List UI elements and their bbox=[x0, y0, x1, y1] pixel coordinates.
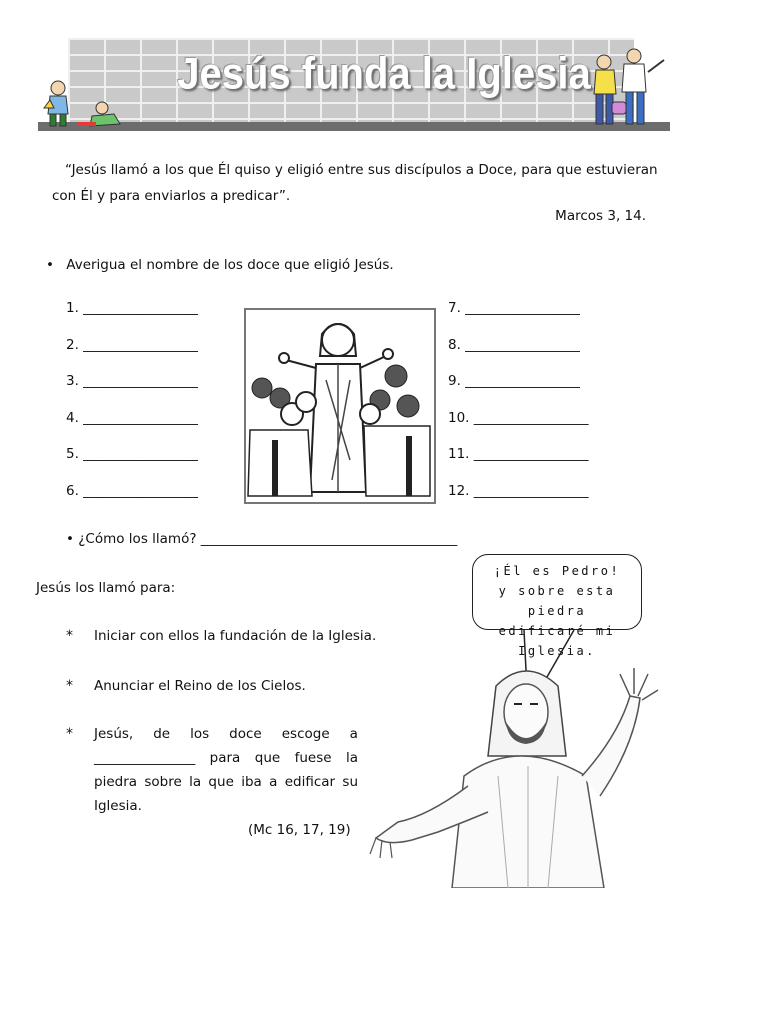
word: Jesús, bbox=[94, 726, 134, 742]
name-blank-4[interactable]: 4. _________________ bbox=[66, 410, 198, 426]
name-blank-2[interactable]: 2. _________________ bbox=[66, 337, 198, 353]
purpose-item-3 bbox=[66, 726, 73, 742]
how-called-question[interactable]: • ¿Cómo los llamó? ______________________________________ bbox=[66, 531, 458, 547]
bubble-line-3: edificaré mi Iglesia. bbox=[498, 624, 616, 658]
purpose-text-3-line-1 bbox=[94, 722, 358, 746]
called-for-heading: Jesús los llamó para: bbox=[36, 580, 176, 596]
name-blank-5[interactable]: 5. _________________ bbox=[66, 446, 198, 462]
name-blank-10[interactable]: 10. _________________ bbox=[448, 410, 589, 426]
instruction-text: Averigua el nombre de los doce que eligió Jesús. bbox=[66, 257, 394, 273]
children-playing-illustration bbox=[36, 78, 126, 130]
gospel-citation: (Mc 16, 17, 19) bbox=[248, 822, 351, 838]
speech-bubble bbox=[472, 554, 642, 658]
name-blank-9[interactable]: 9. _________________ bbox=[448, 373, 580, 389]
name-blank-11[interactable]: 11. _________________ bbox=[448, 446, 589, 462]
page-title: Jesús funda la Iglesia bbox=[177, 49, 591, 99]
title-banner-base bbox=[38, 122, 670, 131]
teens-illustration bbox=[586, 46, 670, 130]
jesus-with-disciples-picture bbox=[244, 308, 436, 504]
purpose-text-3 bbox=[94, 722, 358, 818]
purpose-text-2: Anunciar el Reino de los Cielos. bbox=[94, 678, 306, 694]
asterisk-bullet: * bbox=[66, 628, 73, 644]
instruction-line bbox=[46, 257, 394, 273]
name-blank-8[interactable]: 8. _________________ bbox=[448, 337, 580, 353]
name-blank-1[interactable]: 1. _________________ bbox=[66, 300, 198, 316]
purpose-text-1: Iniciar con ellos la fundación de la Iglesia. bbox=[94, 628, 377, 644]
quote-reference: Marcos 3, 14. bbox=[555, 208, 646, 224]
word: doce bbox=[229, 726, 262, 742]
name-blank-6[interactable]: 6. _________________ bbox=[66, 483, 198, 499]
asterisk-bullet: * bbox=[66, 726, 73, 742]
name-blank-3[interactable]: 3. _________________ bbox=[66, 373, 198, 389]
purpose-text-3-line-4: Iglesia. bbox=[94, 798, 142, 814]
name-blank-7[interactable]: 7. _________________ bbox=[448, 300, 580, 316]
jesus-figure-illustration bbox=[368, 626, 668, 888]
purpose-text-3-line-3: piedra sobre la que iba a edificar su bbox=[94, 774, 358, 790]
purpose-item-1 bbox=[66, 628, 377, 644]
bubble-line-2: y sobre esta piedra bbox=[498, 584, 616, 618]
asterisk-bullet: * bbox=[66, 678, 73, 694]
word: escoge bbox=[281, 726, 330, 742]
word: a bbox=[349, 726, 358, 742]
bubble-line-1: ¡Él es Pedro! bbox=[493, 564, 621, 578]
bible-quote bbox=[52, 157, 682, 209]
bullet-icon: • bbox=[46, 257, 54, 273]
word: los bbox=[190, 726, 210, 742]
purpose-item-2 bbox=[66, 678, 306, 694]
quote-line-1: “Jesús llamó a los que Él quiso y eligió entre sus discípulos a Doce, para que estuvieran bbox=[65, 162, 658, 178]
name-blank-12[interactable]: 12. _________________ bbox=[448, 483, 589, 499]
purpose-text-3-line-2[interactable]: _______________ para que fuese la bbox=[94, 750, 358, 766]
quote-line-2: con Él y para enviarlos a predicar”. bbox=[52, 188, 291, 204]
word: de bbox=[153, 726, 171, 742]
